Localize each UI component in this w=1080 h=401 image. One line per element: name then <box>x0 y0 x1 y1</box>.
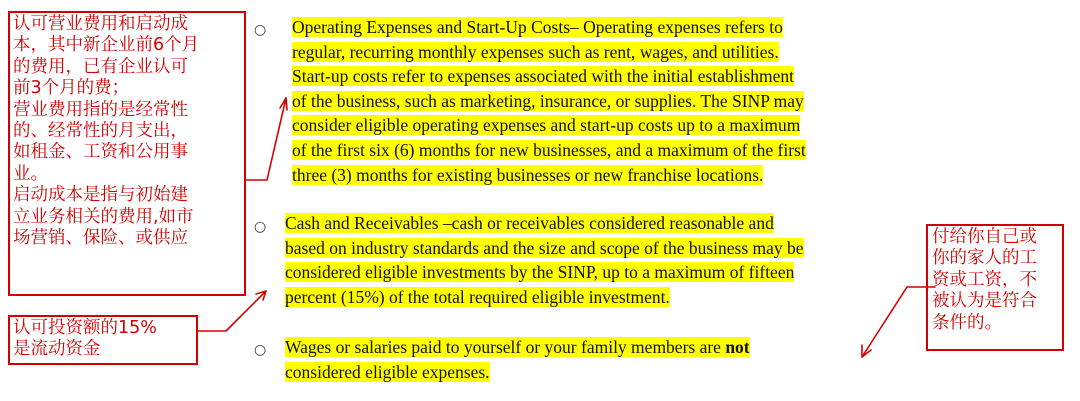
text-line: percent (15%) of the total required eligible investment. <box>285 286 670 307</box>
bullet-circle-icon: ○ <box>254 342 267 358</box>
annotation-line: 营业费用指的是经常性 <box>13 99 188 120</box>
annotation-line: 条件的。 <box>932 312 1002 333</box>
annotation-line: 的费用，已有企业认可 <box>13 56 188 77</box>
annotation-line: 立业务相关的费用,如市 <box>13 206 194 227</box>
annotation-line: 业。 <box>13 163 48 184</box>
text-line: Start-up costs refer to expenses associated with the initial establishment <box>292 66 795 87</box>
annotation-line: 启动成本是指与初始建 <box>13 185 188 206</box>
text-line: three (3) months for existing businesses or new franchise locations. <box>292 164 764 185</box>
bullet-circle-icon: ○ <box>254 22 267 38</box>
text-line: consider eligible operating expenses and start-up costs up to a maximum <box>292 115 801 136</box>
annotation-line: 你的家人的工 <box>932 248 1037 269</box>
text-line: of the business, such as marketing, insurance, or supplies. The SINP may <box>292 90 804 111</box>
annotation-line: 场营销、保险、或供应 <box>13 228 188 249</box>
annotation-line: 前3个月的费； <box>13 78 130 99</box>
annotation-line: 认可投资额的15% <box>13 318 157 338</box>
annotation-line: 付给你自己或 <box>932 227 1037 247</box>
annotation-line: 是流动资金 <box>13 339 101 360</box>
text-line: Operating Expenses and Start-Up Costs– Operating expenses refers to <box>292 17 783 37</box>
annotation-line: 被认为是符合 <box>932 291 1037 312</box>
arrow-to-cash-receivables <box>198 291 266 331</box>
text-line: regular, recurring monthly expenses such as rent, wages, and utilities. <box>292 41 779 62</box>
annotation-line: 认可营业费用和启动成 <box>13 14 188 34</box>
bullet-circle-icon: ○ <box>254 219 267 235</box>
arrow-to-wages <box>862 287 935 357</box>
text-line: Cash and Receivables –cash or receivables considered reasonable and <box>285 213 774 233</box>
annotation-line: 本，其中新企业前6个月 <box>13 35 200 56</box>
text-line: Wages or salaries paid to yourself or your family members are <box>285 337 726 357</box>
annotation-line: 如租金、工资和公用事 <box>13 142 188 163</box>
annotation-line: 的、经常性的月支出， <box>13 121 188 142</box>
text-line: based on industry standards and the size and scope of the business may be <box>285 237 804 258</box>
annotation-line: 资或工资，不 <box>932 269 1037 290</box>
emphasis-not: not <box>725 337 750 357</box>
text-line: considered eligible investments by the SINP, up to a maximum of fifteen <box>285 262 795 283</box>
text-line: considered eligible expenses. <box>285 361 490 382</box>
arrow-to-operating-expenses <box>246 98 286 180</box>
text-line: of the first six (6) months for new businesses, and a maximum of the first <box>292 139 806 160</box>
